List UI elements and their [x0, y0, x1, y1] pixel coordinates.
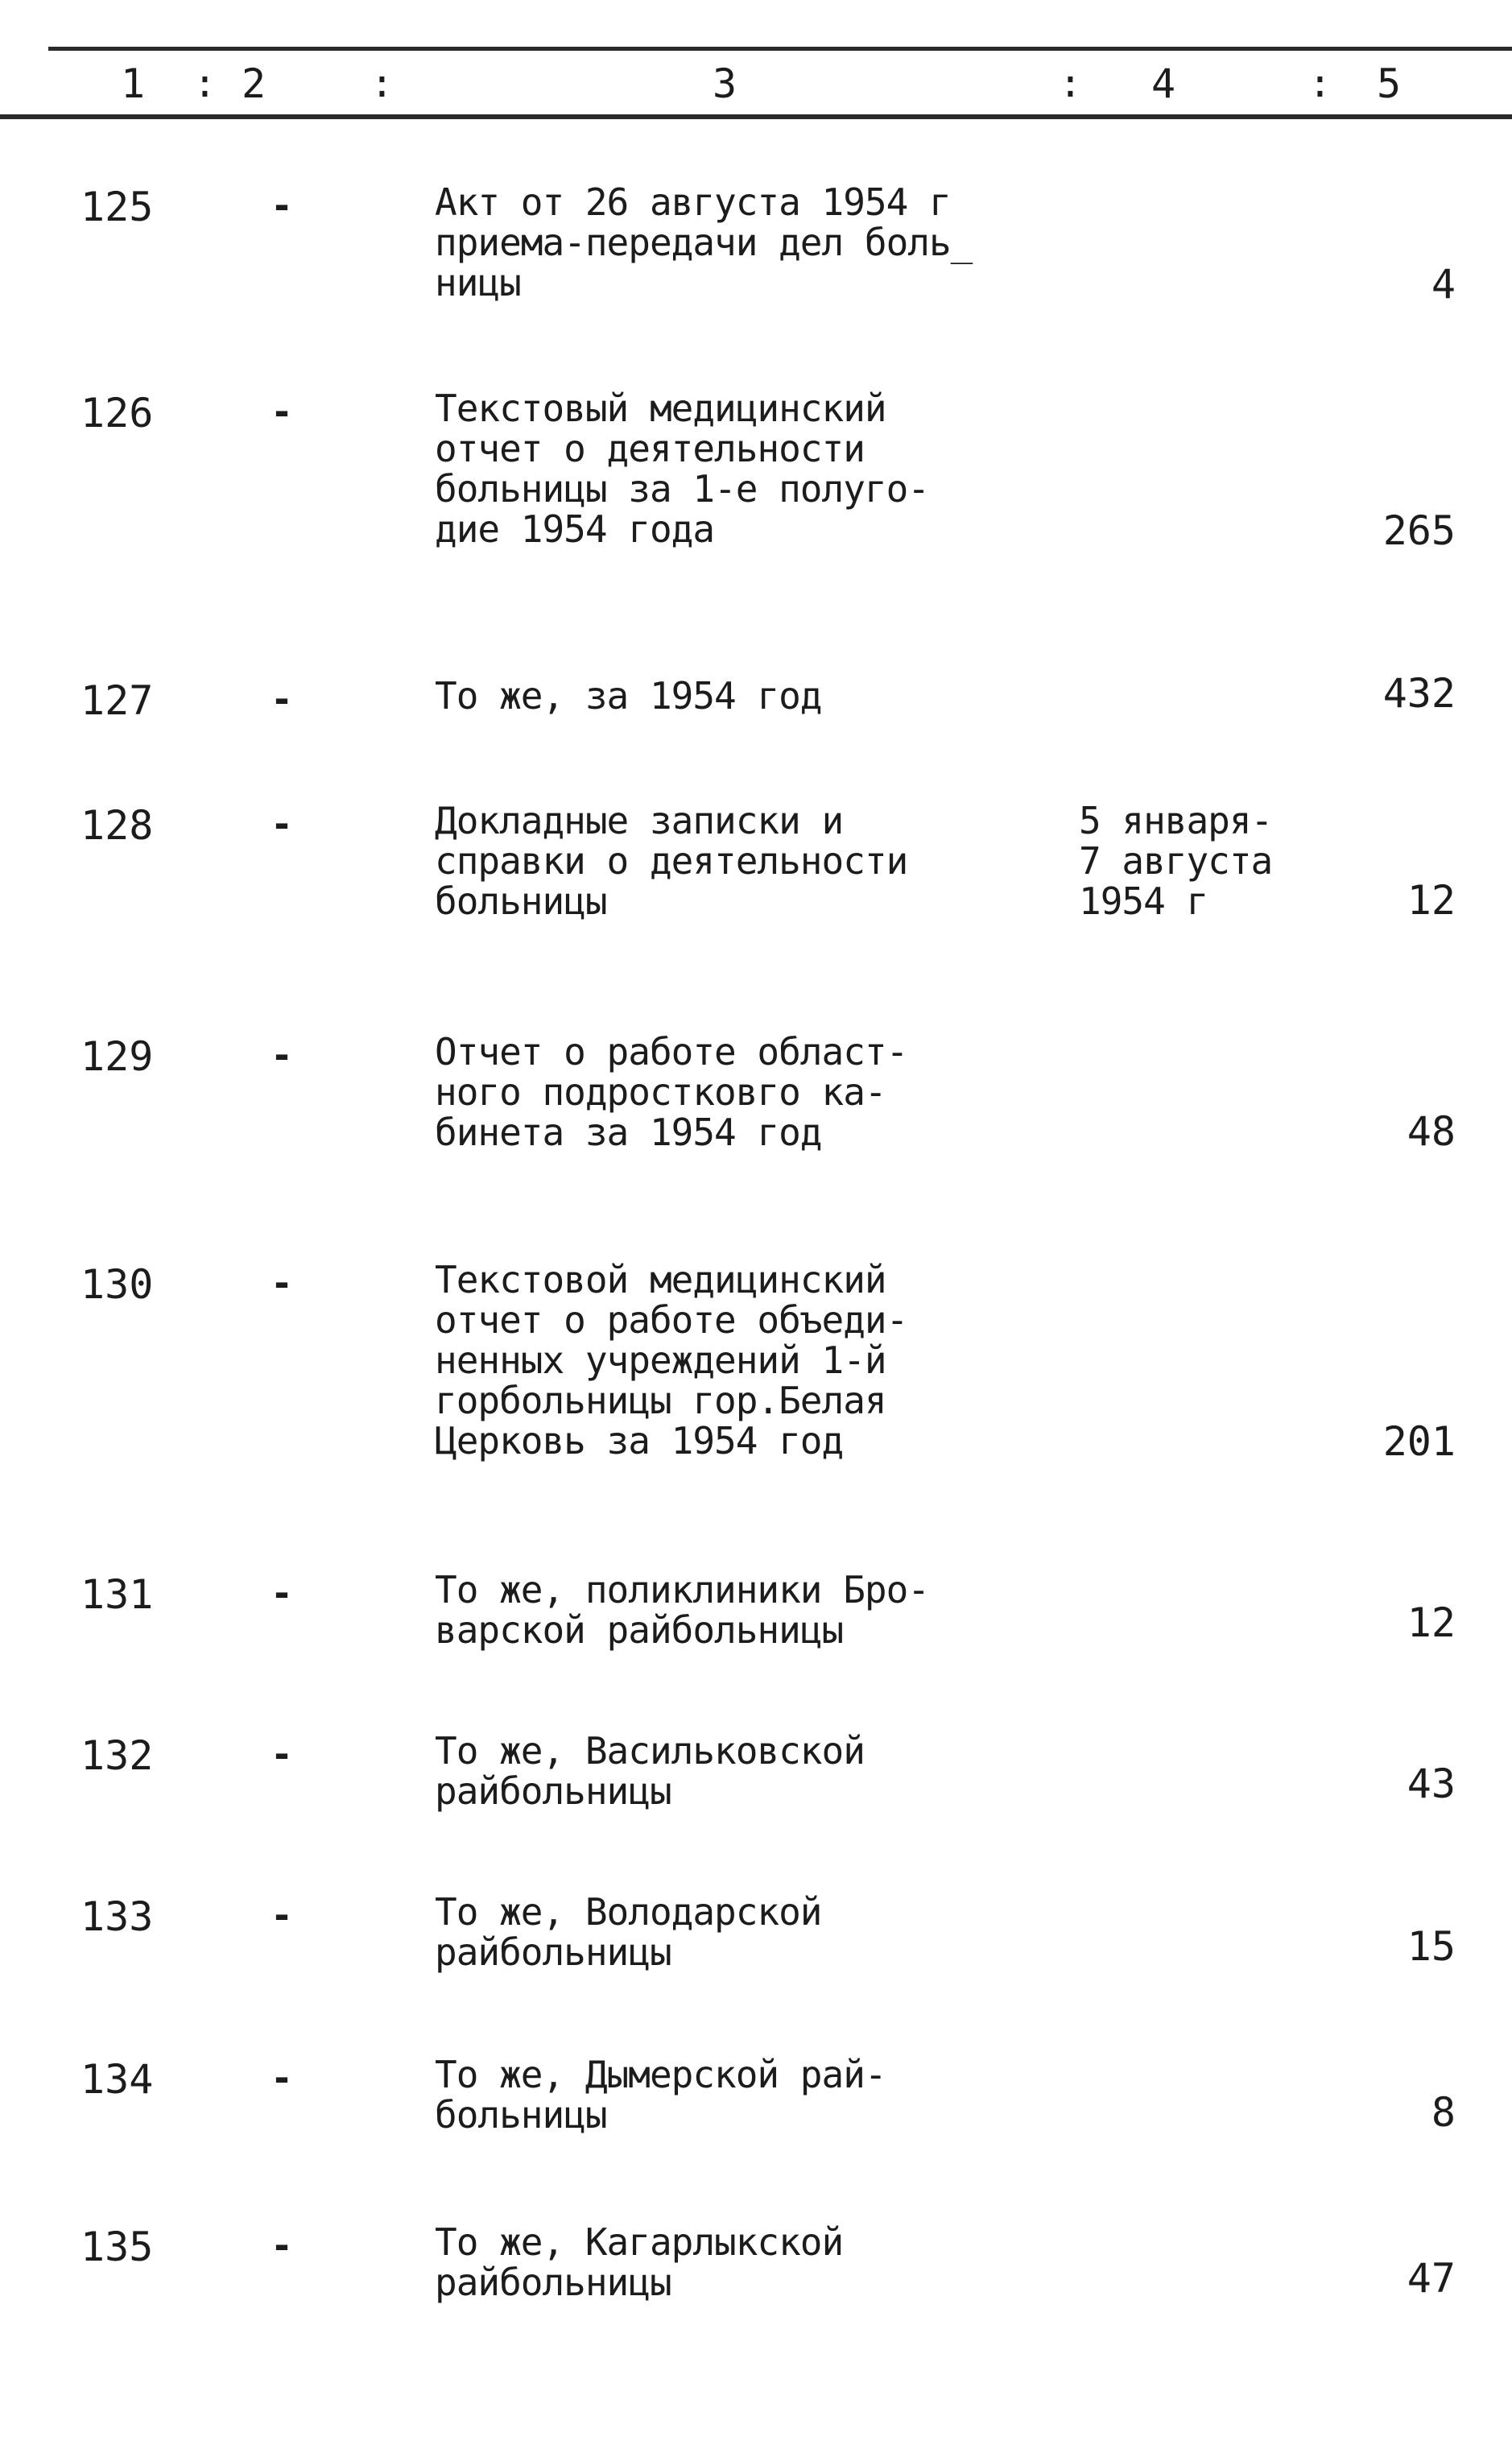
row-mark: -	[271, 1893, 293, 1937]
row-title-line: Докладные записки и	[435, 799, 844, 842]
header-separator: :	[1308, 61, 1332, 106]
row-sheet-count: 4	[1431, 261, 1456, 308]
row-number: 133	[81, 1893, 154, 1940]
row-title-line: То же, за 1954 год	[435, 674, 822, 718]
row-title-line: То же, Володарской	[435, 1890, 822, 1934]
row-title-line: райбольницы	[435, 1769, 671, 1813]
row-title	[435, 388, 1063, 549]
header-separator: :	[1059, 61, 1082, 106]
row-title	[435, 1892, 1063, 1972]
row-dates-line: 5 января-	[1079, 799, 1273, 842]
row-title-line: То же, Васильковской	[435, 1729, 865, 1773]
row-title-line: Церковь за 1954 год	[435, 1419, 844, 1463]
row-mark: -	[271, 1571, 293, 1615]
row-mark: -	[271, 184, 293, 227]
row-title	[435, 1032, 1063, 1152]
row-number: 126	[81, 390, 154, 436]
row-number: 135	[81, 2224, 154, 2270]
row-title	[435, 676, 1063, 716]
row-title-line: ницы	[435, 261, 521, 304]
row-title-line: То же, Дымерской рай-	[435, 2053, 886, 2096]
row-mark: -	[271, 677, 293, 721]
row-title-line: То же, Кагарлыкской	[435, 2220, 844, 2264]
row-title-line: Текстовой медицинский	[435, 1258, 886, 1301]
row-sheet-count: 48	[1407, 1108, 1456, 1155]
row-title-line: дие 1954 года	[435, 507, 715, 551]
row-sheet-count: 265	[1382, 507, 1456, 554]
row-title-line: справки о деятельности	[435, 839, 908, 883]
row-mark: -	[271, 1732, 293, 1776]
row-title-line: ненных учреждений 1-й	[435, 1338, 886, 1382]
row-title-line: райбольницы	[435, 1930, 671, 1974]
header-col-3: 3	[713, 60, 737, 107]
row-title-line: варской райбольницы	[435, 1608, 844, 1652]
row-title-line: Акт от 26 августа 1954 г	[435, 180, 951, 224]
row-dates-line: 1954 г	[1079, 879, 1208, 923]
row-title	[435, 1260, 1063, 1461]
header-col-1: 1	[121, 60, 146, 107]
header-col-2: 2	[242, 60, 266, 107]
row-number: 131	[81, 1571, 154, 1618]
row-number: 128	[81, 802, 154, 849]
row-title-line: приема-передачи дел боль_	[435, 221, 973, 264]
header-col-4: 4	[1151, 60, 1176, 107]
row-title	[435, 182, 1063, 303]
row-title-line: То же, поликлиники Бро-	[435, 1568, 929, 1611]
row-title-line: отчет о работе объеди-	[435, 1298, 908, 1342]
row-title	[435, 1731, 1063, 1811]
row-sheet-count: 47	[1407, 2255, 1456, 2302]
row-title-line: горбольницы гор.Белая	[435, 1379, 886, 1422]
row-number: 125	[81, 184, 154, 230]
row-dates-line: 7 августа	[1079, 839, 1273, 883]
row-mark: -	[271, 1033, 293, 1077]
row-title-line: ного подростковго ка-	[435, 1070, 886, 1114]
row-title	[435, 2054, 1063, 2135]
row-sheet-count: 8	[1431, 2089, 1456, 2136]
row-sheet-count: 12	[1407, 1599, 1456, 1646]
row-title-line: больницы за 1-е полуго-	[435, 467, 929, 511]
row-number: 132	[81, 1732, 154, 1779]
row-number: 134	[81, 2056, 154, 2103]
row-sheet-count: 12	[1407, 877, 1456, 924]
row-number: 130	[81, 1261, 154, 1308]
row-sheet-count: 43	[1407, 1760, 1456, 1807]
row-title	[435, 1570, 1063, 1650]
row-title-line: отчет о деятельности	[435, 427, 865, 470]
row-title-line: райбольницы	[435, 2261, 671, 2304]
row-mark: -	[271, 2056, 293, 2100]
row-mark: -	[271, 802, 293, 846]
row-sheet-count: 432	[1382, 670, 1456, 717]
row-number: 129	[81, 1033, 154, 1080]
row-title	[435, 801, 1063, 921]
row-title-line: больницы	[435, 879, 607, 923]
row-title-line: больницы	[435, 2093, 607, 2137]
header-separator: :	[193, 61, 217, 106]
row-title-line: бинета за 1954 год	[435, 1111, 822, 1154]
row-title	[435, 2222, 1063, 2302]
row-title-line: Отчет о работе област-	[435, 1030, 908, 1074]
row-number: 127	[81, 677, 154, 724]
row-sheet-count: 15	[1407, 1923, 1456, 1970]
header-col-5: 5	[1377, 60, 1402, 107]
row-mark: -	[271, 2224, 293, 2267]
row-title-line: Текстовый медицинский	[435, 387, 886, 430]
header-separator: :	[370, 61, 394, 106]
row-mark: -	[271, 390, 293, 433]
row-mark: -	[271, 1261, 293, 1305]
row-sheet-count: 201	[1382, 1418, 1456, 1465]
